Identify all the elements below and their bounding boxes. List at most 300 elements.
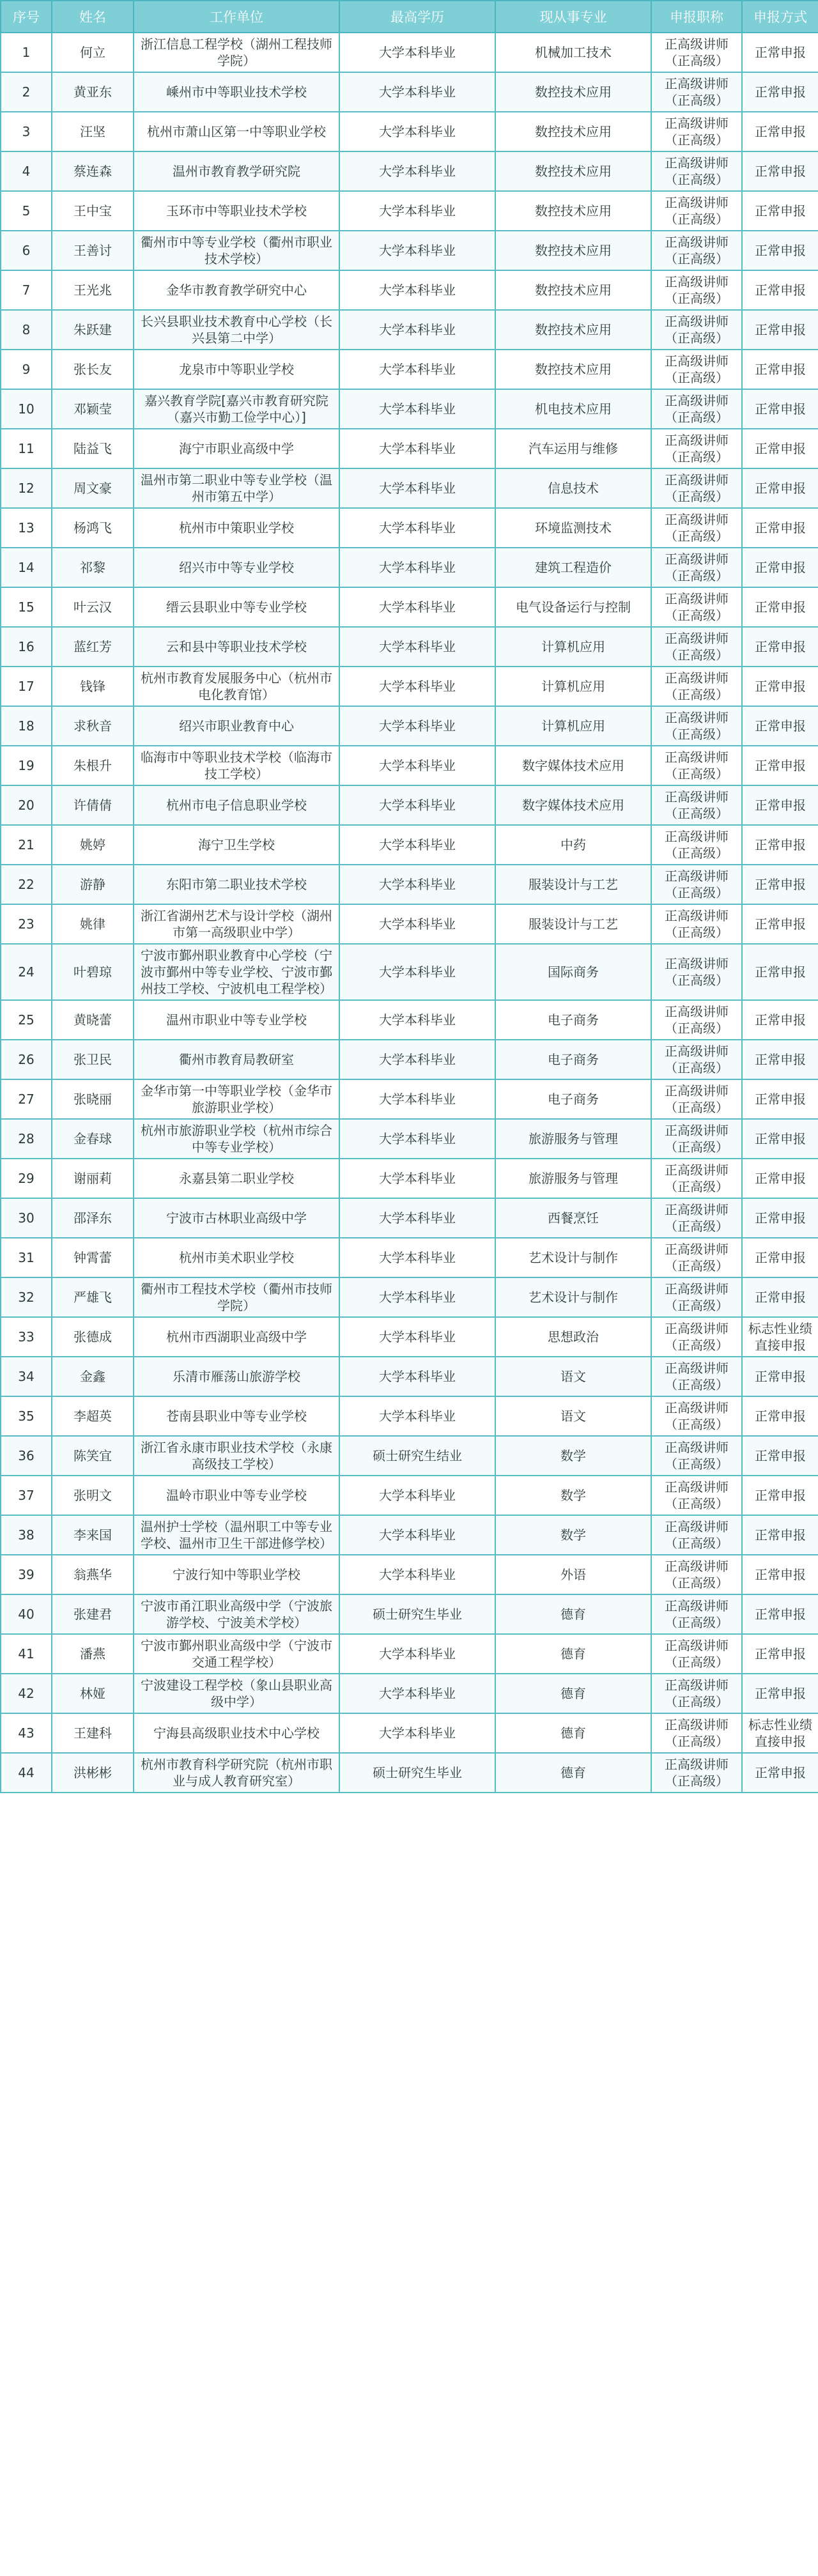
cell-education: 大学本科毕业 (339, 33, 495, 72)
header-index: 序号 (1, 1, 52, 33)
cell-major: 数控技术应用 (495, 72, 651, 112)
cell-mode: 正常申报 (742, 468, 818, 508)
header-title: 申报职称 (651, 1, 742, 33)
cell-title: 正高级讲师（正高级） (651, 112, 742, 151)
cell-title: 正高级讲师（正高级） (651, 865, 742, 904)
cell-index: 24 (1, 944, 52, 1000)
cell-mode: 正常申报 (742, 310, 818, 350)
table-row (1, 191, 818, 231)
cell-major: 机电技术应用 (495, 389, 651, 429)
cell-unit: 温州市职业中等专业学校 (134, 1000, 339, 1040)
cell-unit: 乐清市雁荡山旅游学校 (134, 1357, 339, 1396)
cell-unit: 绍兴市职业教育中心 (134, 706, 339, 746)
cell-education: 大学本科毕业 (339, 865, 495, 904)
cell-index: 13 (1, 508, 52, 548)
table-row (1, 587, 818, 627)
cell-mode: 正常申报 (742, 350, 818, 389)
cell-mode: 正常申报 (742, 1476, 818, 1515)
cell-major: 汽车运用与维修 (495, 429, 651, 468)
cell-index: 12 (1, 468, 52, 508)
cell-index: 30 (1, 1198, 52, 1238)
cell-unit: 宁波市甬江职业高级中学（宁波旅游学校、宁波美术学校） (134, 1594, 339, 1634)
table-row (1, 1555, 818, 1594)
cell-education: 大学本科毕业 (339, 667, 495, 706)
cell-name: 祁黎 (52, 548, 134, 587)
cell-name: 王善讨 (52, 231, 134, 270)
cell-mode: 正常申报 (742, 33, 818, 72)
cell-name: 黄晓蕾 (52, 1000, 134, 1040)
table-row (1, 33, 818, 72)
cell-unit: 温州市第二职业中等专业学校（温州市第五中学） (134, 468, 339, 508)
cell-mode: 正常申报 (742, 746, 818, 785)
cell-education: 大学本科毕业 (339, 468, 495, 508)
cell-mode: 正常申报 (742, 72, 818, 112)
cell-unit: 宁波市鄞州职业教育中心学校（宁波市鄞州中等专业学校、宁波市鄞州技工学校、宁波机电工程学校） (134, 944, 339, 1000)
cell-education: 大学本科毕业 (339, 706, 495, 746)
cell-unit: 宁波市古林职业高级中学 (134, 1198, 339, 1238)
table-row (1, 270, 818, 310)
cell-title: 正高级讲师（正高级） (651, 231, 742, 270)
cell-education: 大学本科毕业 (339, 1198, 495, 1238)
cell-major: 旅游服务与管理 (495, 1119, 651, 1159)
cell-major: 服装设计与工艺 (495, 865, 651, 904)
cell-name: 杨鸿飞 (52, 508, 134, 548)
cell-education: 大学本科毕业 (339, 1555, 495, 1594)
cell-major: 服装设计与工艺 (495, 904, 651, 944)
cell-education: 大学本科毕业 (339, 548, 495, 587)
cell-mode: 正常申报 (742, 1634, 818, 1674)
cell-index: 23 (1, 904, 52, 944)
cell-name: 黄亚东 (52, 72, 134, 112)
cell-unit: 杭州市中策职业学校 (134, 508, 339, 548)
table-row (1, 1476, 818, 1515)
cell-title: 正高级讲师（正高级） (651, 1317, 742, 1357)
cell-unit: 宁波行知中等职业学校 (134, 1555, 339, 1594)
cell-major: 电子商务 (495, 1000, 651, 1040)
cell-unit: 嘉兴教育学院[嘉兴市教育研究院（嘉兴市勤工俭学中心）] (134, 389, 339, 429)
cell-index: 20 (1, 785, 52, 825)
cell-education: 大学本科毕业 (339, 112, 495, 151)
cell-unit: 杭州市电子信息职业学校 (134, 785, 339, 825)
cell-name: 许倩倩 (52, 785, 134, 825)
table-row (1, 904, 818, 944)
table-row (1, 1079, 818, 1119)
cell-major: 艺术设计与制作 (495, 1238, 651, 1277)
cell-index: 5 (1, 191, 52, 231)
table-row (1, 310, 818, 350)
cell-title: 正高级讲师（正高级） (651, 1079, 742, 1119)
cell-mode: 正常申报 (742, 429, 818, 468)
cell-mode: 正常申报 (742, 1277, 818, 1317)
cell-title: 正高级讲师（正高级） (651, 1594, 742, 1634)
table-row (1, 825, 818, 865)
cell-mode: 正常申报 (742, 667, 818, 706)
cell-mode: 正常申报 (742, 825, 818, 865)
table-row (1, 627, 818, 667)
cell-major: 外语 (495, 1555, 651, 1594)
cell-major: 数学 (495, 1476, 651, 1515)
cell-title: 正高级讲师（正高级） (651, 904, 742, 944)
cell-major: 旅游服务与管理 (495, 1159, 651, 1198)
cell-unit: 宁波市鄞州职业高级中学（宁波市交通工程学校） (134, 1634, 339, 1674)
cell-index: 43 (1, 1713, 52, 1753)
table-row (1, 1396, 818, 1436)
cell-education: 大学本科毕业 (339, 389, 495, 429)
table-row (1, 548, 818, 587)
cell-mode: 正常申报 (742, 865, 818, 904)
cell-major: 数字媒体技术应用 (495, 785, 651, 825)
cell-education: 大学本科毕业 (339, 1238, 495, 1277)
cell-index: 11 (1, 429, 52, 468)
cell-mode: 正常申报 (742, 1515, 818, 1555)
table-row (1, 1594, 818, 1634)
cell-mode: 正常申报 (742, 1436, 818, 1476)
cell-mode: 正常申报 (742, 1040, 818, 1079)
table-row (1, 944, 818, 1000)
cell-index: 17 (1, 667, 52, 706)
cell-major: 艺术设计与制作 (495, 1277, 651, 1317)
cell-major: 数控技术应用 (495, 270, 651, 310)
cell-major: 国际商务 (495, 944, 651, 1000)
cell-mode: 正常申报 (742, 191, 818, 231)
cell-major: 数控技术应用 (495, 151, 651, 191)
cell-title: 正高级讲师（正高级） (651, 587, 742, 627)
cell-mode: 正常申报 (742, 1594, 818, 1634)
cell-unit: 金华市教育教学研究中心 (134, 270, 339, 310)
cell-title: 正高级讲师（正高级） (651, 270, 742, 310)
header-row (1, 1, 818, 33)
cell-title: 正高级讲师（正高级） (651, 350, 742, 389)
cell-major: 数控技术应用 (495, 191, 651, 231)
table-row (1, 1515, 818, 1555)
cell-index: 28 (1, 1119, 52, 1159)
table-row (1, 1040, 818, 1079)
cell-unit: 浙江省湖州艺术与设计学校（湖州市第一高级职业中学） (134, 904, 339, 944)
cell-index: 8 (1, 310, 52, 350)
cell-title: 正高级讲师（正高级） (651, 1515, 742, 1555)
cell-name: 洪彬彬 (52, 1753, 134, 1793)
cell-title: 正高级讲师（正高级） (651, 785, 742, 825)
cell-title: 正高级讲师（正高级） (651, 1159, 742, 1198)
cell-index: 18 (1, 706, 52, 746)
cell-education: 大学本科毕业 (339, 825, 495, 865)
cell-education: 大学本科毕业 (339, 785, 495, 825)
cell-title: 正高级讲师（正高级） (651, 825, 742, 865)
cell-index: 16 (1, 627, 52, 667)
cell-education: 大学本科毕业 (339, 1674, 495, 1713)
cell-name: 李超英 (52, 1396, 134, 1436)
table-row (1, 746, 818, 785)
cell-education: 大学本科毕业 (339, 508, 495, 548)
cell-title: 正高级讲师（正高级） (651, 468, 742, 508)
cell-education: 大学本科毕业 (339, 1159, 495, 1198)
cell-unit: 永嘉县第二职业学校 (134, 1159, 339, 1198)
cell-education: 大学本科毕业 (339, 1119, 495, 1159)
cell-education: 大学本科毕业 (339, 1357, 495, 1396)
cell-index: 3 (1, 112, 52, 151)
cell-education: 大学本科毕业 (339, 1713, 495, 1753)
cell-name: 陈笑宜 (52, 1436, 134, 1476)
cell-index: 6 (1, 231, 52, 270)
cell-title: 正高级讲师（正高级） (651, 1238, 742, 1277)
header-major: 现从事专业 (495, 1, 651, 33)
table-row (1, 1000, 818, 1040)
cell-title: 正高级讲师（正高级） (651, 746, 742, 785)
table-row (1, 350, 818, 389)
cell-major: 中药 (495, 825, 651, 865)
cell-index: 14 (1, 548, 52, 587)
table-row (1, 1753, 818, 1793)
cell-name: 张德成 (52, 1317, 134, 1357)
cell-major: 德育 (495, 1753, 651, 1793)
cell-unit: 缙云县职业中等专业学校 (134, 587, 339, 627)
cell-index: 10 (1, 389, 52, 429)
cell-major: 语文 (495, 1357, 651, 1396)
cell-mode: 标志性业绩直接申报 (742, 1317, 818, 1357)
cell-title: 正高级讲师（正高级） (651, 429, 742, 468)
cell-title: 正高级讲师（正高级） (651, 1277, 742, 1317)
cell-unit: 玉环市中等职业技术学校 (134, 191, 339, 231)
cell-name: 林娅 (52, 1674, 134, 1713)
cell-index: 35 (1, 1396, 52, 1436)
cell-index: 26 (1, 1040, 52, 1079)
table-row (1, 429, 818, 468)
cell-unit: 衢州市中等专业学校（衢州市职业技术学校） (134, 231, 339, 270)
cell-name: 朱跃建 (52, 310, 134, 350)
cell-title: 正高级讲师（正高级） (651, 72, 742, 112)
table-row (1, 151, 818, 191)
cell-major: 电气设备运行与控制 (495, 587, 651, 627)
cell-title: 正高级讲师（正高级） (651, 1436, 742, 1476)
cell-title: 正高级讲师（正高级） (651, 389, 742, 429)
cell-name: 金春球 (52, 1119, 134, 1159)
cell-education: 大学本科毕业 (339, 904, 495, 944)
cell-unit: 云和县中等职业技术学校 (134, 627, 339, 667)
cell-name: 姚婷 (52, 825, 134, 865)
cell-name: 叶云汉 (52, 587, 134, 627)
cell-title: 正高级讲师（正高级） (651, 1119, 742, 1159)
cell-name: 王光兆 (52, 270, 134, 310)
cell-education: 大学本科毕业 (339, 1476, 495, 1515)
table-header (1, 1, 818, 33)
cell-unit: 杭州市萧山区第一中等职业学校 (134, 112, 339, 151)
cell-major: 德育 (495, 1713, 651, 1753)
cell-major: 德育 (495, 1594, 651, 1634)
header-mode: 申报方式 (742, 1, 818, 33)
cell-mode: 正常申报 (742, 1000, 818, 1040)
cell-major: 数控技术应用 (495, 231, 651, 270)
cell-unit: 温州护士学校（温州职工中等专业学校、温州市卫生干部进修学校） (134, 1515, 339, 1555)
table-row (1, 1238, 818, 1277)
cell-title: 正高级讲师（正高级） (651, 706, 742, 746)
cell-index: 21 (1, 825, 52, 865)
cell-major: 数学 (495, 1515, 651, 1555)
cell-title: 正高级讲师（正高级） (651, 1040, 742, 1079)
cell-index: 42 (1, 1674, 52, 1713)
cell-education: 大学本科毕业 (339, 350, 495, 389)
table-row (1, 865, 818, 904)
cell-index: 32 (1, 1277, 52, 1317)
cell-major: 德育 (495, 1634, 651, 1674)
cell-unit: 东阳市第二职业技术学校 (134, 865, 339, 904)
cell-name: 汪坚 (52, 112, 134, 151)
cell-mode: 正常申报 (742, 1555, 818, 1594)
cell-mode: 正常申报 (742, 270, 818, 310)
cell-name: 张建君 (52, 1594, 134, 1634)
cell-education: 大学本科毕业 (339, 1000, 495, 1040)
cell-name: 周文豪 (52, 468, 134, 508)
cell-title: 正高级讲师（正高级） (651, 191, 742, 231)
cell-name: 姚律 (52, 904, 134, 944)
cell-major: 数字媒体技术应用 (495, 746, 651, 785)
table-row (1, 112, 818, 151)
cell-title: 正高级讲师（正高级） (651, 1674, 742, 1713)
cell-name: 蔡连森 (52, 151, 134, 191)
cell-name: 朱根升 (52, 746, 134, 785)
cell-title: 正高级讲师（正高级） (651, 508, 742, 548)
cell-title: 正高级讲师（正高级） (651, 548, 742, 587)
cell-mode: 正常申报 (742, 627, 818, 667)
cell-title: 正高级讲师（正高级） (651, 1555, 742, 1594)
cell-unit: 浙江信息工程学校（湖州工程技师学院） (134, 33, 339, 72)
cell-name: 张明文 (52, 1476, 134, 1515)
cell-unit: 金华市第一中等职业学校（金华市旅游职业学校） (134, 1079, 339, 1119)
cell-unit: 龙泉市中等职业学校 (134, 350, 339, 389)
cell-education: 大学本科毕业 (339, 270, 495, 310)
cell-education: 大学本科毕业 (339, 1634, 495, 1674)
cell-unit: 嵊州市中等职业技术学校 (134, 72, 339, 112)
cell-major: 建筑工程造价 (495, 548, 651, 587)
cell-unit: 杭州市教育科学研究院（杭州市职业与成人教育研究室） (134, 1753, 339, 1793)
cell-major: 语文 (495, 1396, 651, 1436)
cell-name: 潘燕 (52, 1634, 134, 1674)
cell-index: 15 (1, 587, 52, 627)
cell-education: 大学本科毕业 (339, 191, 495, 231)
cell-education: 硕士研究生毕业 (339, 1594, 495, 1634)
cell-name: 王建科 (52, 1713, 134, 1753)
cell-major: 数控技术应用 (495, 310, 651, 350)
cell-major: 信息技术 (495, 468, 651, 508)
cell-unit: 苍南县职业中等专业学校 (134, 1396, 339, 1436)
header-education: 最高学历 (339, 1, 495, 33)
cell-mode: 正常申报 (742, 587, 818, 627)
header-unit: 工作单位 (134, 1, 339, 33)
cell-index: 34 (1, 1357, 52, 1396)
table-row (1, 706, 818, 746)
cell-major: 德育 (495, 1674, 651, 1713)
cell-mode: 正常申报 (742, 112, 818, 151)
cell-mode: 正常申报 (742, 1159, 818, 1198)
cell-unit: 宁海县高级职业技术中心学校 (134, 1713, 339, 1753)
cell-index: 29 (1, 1159, 52, 1198)
cell-mode: 正常申报 (742, 706, 818, 746)
cell-index: 25 (1, 1000, 52, 1040)
cell-major: 数控技术应用 (495, 112, 651, 151)
cell-mode: 正常申报 (742, 548, 818, 587)
cell-index: 7 (1, 270, 52, 310)
cell-education: 大学本科毕业 (339, 1040, 495, 1079)
cell-unit: 浙江省永康市职业技术学校（永康高级技工学校） (134, 1436, 339, 1476)
cell-title: 正高级讲师（正高级） (651, 1753, 742, 1793)
table-row (1, 1674, 818, 1713)
cell-name: 谢丽莉 (52, 1159, 134, 1198)
cell-major: 西餐烹饪 (495, 1198, 651, 1238)
cell-title: 正高级讲师（正高级） (651, 33, 742, 72)
cell-education: 大学本科毕业 (339, 587, 495, 627)
table-row (1, 468, 818, 508)
cell-education: 大学本科毕业 (339, 310, 495, 350)
cell-name: 钟霄蕾 (52, 1238, 134, 1277)
cell-index: 38 (1, 1515, 52, 1555)
cell-title: 正高级讲师（正高级） (651, 1000, 742, 1040)
cell-name: 严雄飞 (52, 1277, 134, 1317)
cell-mode: 正常申报 (742, 1396, 818, 1436)
table-row (1, 508, 818, 548)
table-row (1, 231, 818, 270)
cell-education: 硕士研究生结业 (339, 1436, 495, 1476)
header-name: 姓名 (52, 1, 134, 33)
cell-major: 电子商务 (495, 1079, 651, 1119)
cell-unit: 绍兴市中等专业学校 (134, 548, 339, 587)
cell-major: 计算机应用 (495, 706, 651, 746)
cell-mode: 正常申报 (742, 151, 818, 191)
cell-education: 大学本科毕业 (339, 1396, 495, 1436)
cell-title: 正高级讲师（正高级） (651, 1357, 742, 1396)
cell-education: 大学本科毕业 (339, 72, 495, 112)
cell-education: 大学本科毕业 (339, 151, 495, 191)
cell-index: 36 (1, 1436, 52, 1476)
cell-major: 电子商务 (495, 1040, 651, 1079)
cell-title: 正高级讲师（正高级） (651, 1713, 742, 1753)
cell-index: 40 (1, 1594, 52, 1634)
cell-unit: 宁波建设工程学校（象山县职业高级中学） (134, 1674, 339, 1713)
cell-name: 何立 (52, 33, 134, 72)
cell-unit: 温州市教育教学研究院 (134, 151, 339, 191)
cell-major: 计算机应用 (495, 627, 651, 667)
cell-education: 大学本科毕业 (339, 944, 495, 1000)
cell-mode: 正常申报 (742, 508, 818, 548)
cell-title: 正高级讲师（正高级） (651, 1198, 742, 1238)
cell-unit: 温岭市职业中等专业学校 (134, 1476, 339, 1515)
cell-index: 4 (1, 151, 52, 191)
cell-unit: 衢州市工程技术学校（衢州市技师学院） (134, 1277, 339, 1317)
cell-education: 大学本科毕业 (339, 1277, 495, 1317)
cell-name: 邓颖莹 (52, 389, 134, 429)
cell-index: 39 (1, 1555, 52, 1594)
cell-education: 大学本科毕业 (339, 1079, 495, 1119)
cell-mode: 正常申报 (742, 1674, 818, 1713)
table-row (1, 1634, 818, 1674)
cell-major: 环境监测技术 (495, 508, 651, 548)
cell-mode: 正常申报 (742, 1357, 818, 1396)
cell-name: 叶碧琼 (52, 944, 134, 1000)
cell-index: 27 (1, 1079, 52, 1119)
cell-mode: 正常申报 (742, 1119, 818, 1159)
table-row (1, 1159, 818, 1198)
cell-unit: 衢州市教育局教研室 (134, 1040, 339, 1079)
table-row (1, 1317, 818, 1357)
cell-education: 大学本科毕业 (339, 231, 495, 270)
cell-education: 大学本科毕业 (339, 1515, 495, 1555)
cell-title: 正高级讲师（正高级） (651, 151, 742, 191)
cell-education: 大学本科毕业 (339, 746, 495, 785)
cell-name: 王中宝 (52, 191, 134, 231)
cell-mode: 正常申报 (742, 1753, 818, 1793)
table-row (1, 72, 818, 112)
cell-title: 正高级讲师（正高级） (651, 667, 742, 706)
cell-mode: 正常申报 (742, 231, 818, 270)
cell-mode: 正常申报 (742, 904, 818, 944)
